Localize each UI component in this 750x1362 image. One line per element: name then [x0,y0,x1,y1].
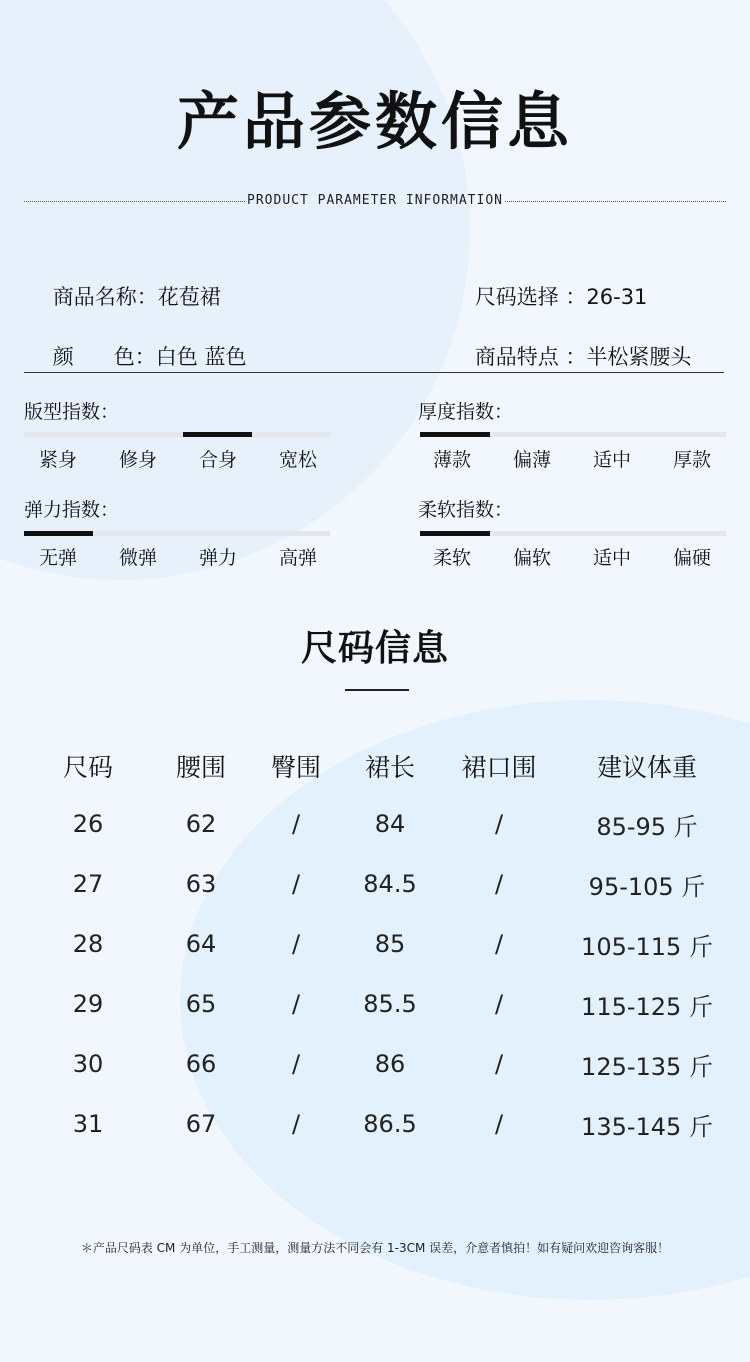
hip-cell: / [291,990,301,1018]
softness-option: 偏软 [512,547,551,569]
length-cell: 85.5 [363,990,417,1018]
hip-cell: / [291,1110,301,1138]
page-title: 产品参数信息 [176,85,573,158]
table-row [20,914,730,974]
hem-cell: / [494,1050,504,1078]
fit-index-track [24,432,330,437]
fit-index-options [18,447,338,473]
header-waist: 腰围 [175,753,226,782]
product-feature-value: 半松紧腰头 [586,345,692,369]
softness-index-options [412,545,732,571]
elasticity-index-options [18,545,338,571]
thickness-option: 适中 [592,449,631,471]
size-cell: 27 [72,870,104,898]
hem-cell: / [494,810,504,838]
softness-index-track [420,531,726,536]
size-section-title: 尺码信息 [300,628,449,669]
fit-index-marker [183,432,252,437]
hip-cell: / [291,810,301,838]
dotted-divider-left [24,201,245,202]
hem-cell: / [494,870,504,898]
waist-cell: 65 [185,990,217,1018]
size-cell: 30 [72,1050,104,1078]
thickness-index-track [420,432,726,437]
table-row [20,794,730,854]
product-color [26,312,246,402]
thickness-index-options [412,447,732,473]
hip-cell: / [291,1050,301,1078]
waist-cell: 66 [185,1050,217,1078]
hip-cell: / [291,930,301,958]
size-choice-label: 尺码选择 ： [474,285,587,309]
subtitle-row [24,191,726,211]
thickness-option: 厚款 [672,449,711,471]
header-hip: 臀围 [270,753,321,782]
fit-option: 修身 [118,449,157,471]
fit-option: 紧身 [38,449,77,471]
weight-cell: 85-95 斤 [596,812,698,841]
header-skirt-length: 裙长 [364,753,415,782]
size-table-header [20,738,730,794]
length-cell: 84.5 [363,870,417,898]
size-cell: 29 [72,990,104,1018]
size-cell: 28 [72,930,104,958]
elasticity-index-label: 弹力指数： [24,499,120,521]
size-cell: 26 [72,810,104,838]
weight-cell: 135-145 斤 [581,1112,713,1141]
elasticity-option: 高弹 [278,547,317,569]
header-weight: 建议体重 [596,753,697,782]
table-row [20,1094,730,1154]
table-row [20,974,730,1034]
product-feature [448,312,691,402]
weight-cell: 115-125 斤 [581,992,713,1021]
softness-index-marker [420,531,490,536]
size-choice-value: 26-31 [586,285,648,309]
softness-option: 柔软 [432,547,471,569]
elasticity-index-track [24,531,330,536]
elasticity-option: 弹力 [198,547,237,569]
info-divider [24,372,724,373]
product-color-value: 白色 蓝色 [155,345,247,369]
length-cell: 85 [374,930,406,958]
softness-index-label: 柔软指数： [418,499,514,521]
header-size: 尺码 [62,753,113,782]
size-cell: 31 [72,1110,104,1138]
fit-option: 宽松 [278,449,317,471]
hem-cell: / [494,930,504,958]
header-hem: 裙口围 [461,753,537,782]
softness-option: 偏硬 [672,547,711,569]
product-name-label: 商品名称： [52,285,158,309]
waist-cell: 62 [185,810,217,838]
table-row [20,1034,730,1094]
fit-option: 合身 [198,449,237,471]
size-section-underline [345,689,409,691]
weight-cell: 95-105 斤 [588,872,706,901]
thickness-option: 偏薄 [512,449,551,471]
elasticity-option: 微弹 [118,547,157,569]
weight-cell: 125-135 斤 [581,1052,713,1081]
hip-cell: / [291,870,301,898]
elasticity-index-marker [24,531,93,536]
waist-cell: 64 [185,930,217,958]
measurement-note: ＊产品尺码表 CM 为单位，手工测量，测量方法不同会有 1-3CM 误差，介意者慎拍！如有疑问欢迎咨询客服！ [80,1241,670,1255]
product-feature-label: 商品特点 ： [474,345,587,369]
softness-option: 适中 [592,547,631,569]
product-color-label: 颜 色： [52,345,156,369]
thickness-index-marker [420,432,490,437]
page-subtitle: PRODUCT PARAMETER INFORMATION [247,193,503,208]
waist-cell: 67 [185,1110,217,1138]
fit-index-label: 版型指数： [24,401,120,423]
elasticity-option: 无弹 [38,547,77,569]
length-cell: 86.5 [363,1110,417,1138]
hem-cell: / [494,1110,504,1138]
weight-cell: 105-115 斤 [581,932,713,961]
table-row [20,854,730,914]
dotted-divider-right [505,201,726,202]
hem-cell: / [494,990,504,1018]
size-table [20,738,730,1154]
thickness-option: 薄款 [432,449,471,471]
length-cell: 86 [374,1050,406,1078]
thickness-index-label: 厚度指数： [418,401,514,423]
product-name-value: 花苞裙 [157,285,221,309]
length-cell: 84 [374,810,406,838]
waist-cell: 63 [185,870,217,898]
